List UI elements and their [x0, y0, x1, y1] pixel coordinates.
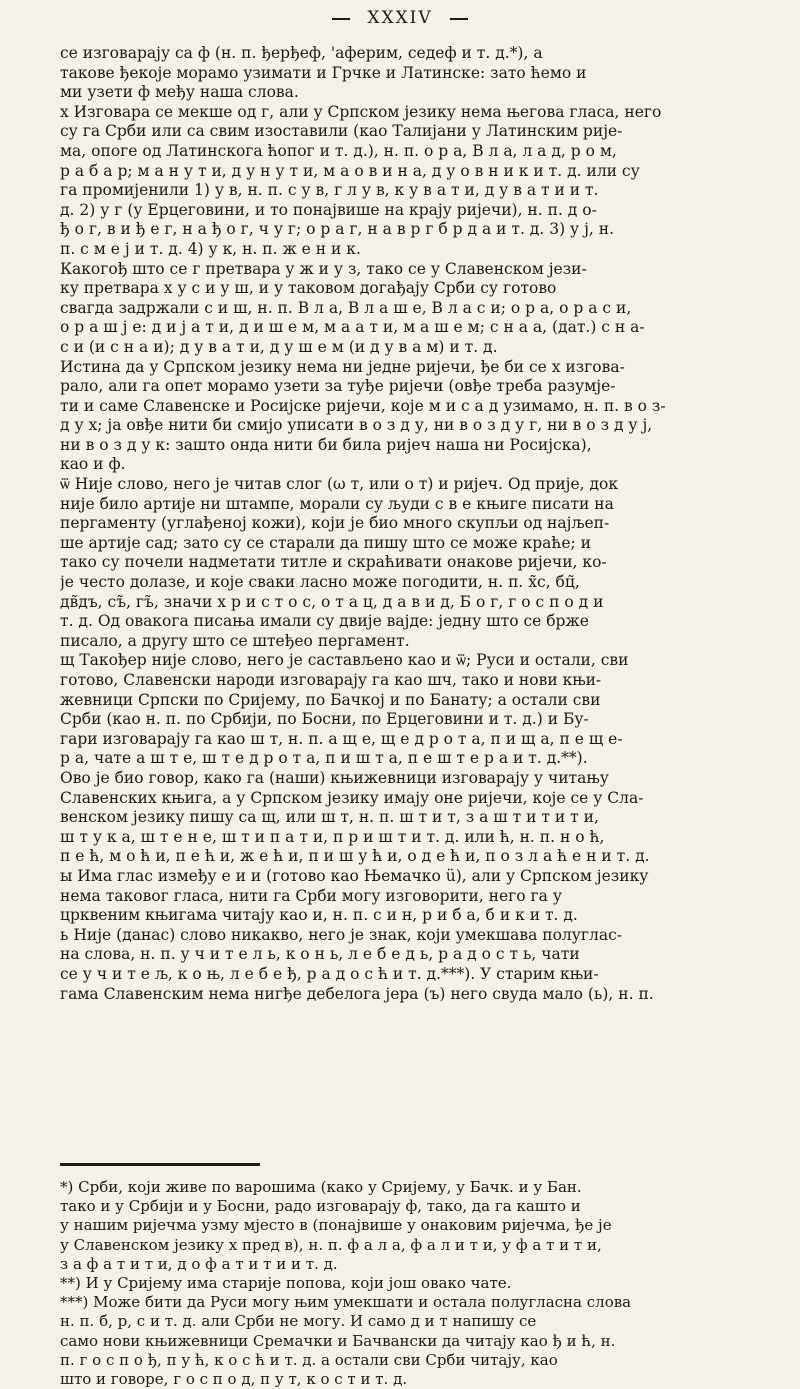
- text-line: о р а ш ј е: д и ј а т и, д и ш е м, м а а т и, м а ш е м; с н а а, (дат.) с н а-: [60, 318, 645, 337]
- text-line: су га Срби или са свим изоставили (као Талијани у Латинским рије-: [60, 122, 623, 141]
- text-line: готово, Славенски народи изговарају га као шч, тако и нови књи-: [60, 671, 602, 689]
- text-line: тако су почели надметати титле и скраћивати онакове ријечи, ко-: [60, 553, 607, 572]
- text-line: Ово је био говор, како га (наши) књижевници изговарају у читању: [60, 768, 609, 787]
- text-line: га промијенили 1) у в, н. п. с у в, г л у в, к у в а т и, д у в а т и и т.: [60, 181, 599, 200]
- text-line: свагда задржали с и ш, н. п. В л а, В л а ш е, В л а с и; о р а, о р а с и,: [60, 298, 632, 317]
- text-line: ни в о з д у к: зашто онда нити би била ријеч наша ни Росијска),: [60, 435, 592, 454]
- text-line: писало, а другу што се штеђео пергамент.: [60, 631, 410, 650]
- footnote-line: **) И у Сријему има старије попова, који још овако чате.: [60, 1273, 512, 1292]
- text-line: щ Такођер није слово, него је састављено као и ѿ; Руси и остали, сви: [60, 651, 629, 670]
- text-line: нема таковог гласа, нити га Срби могу изговорити, него га у: [60, 886, 562, 905]
- text-line: ти и саме Славенске и Росијске ријечи, које м и с а д узимамо, н. п. в о з-: [60, 396, 666, 415]
- text-line: ш т у к а, ш т е н е, ш т и п а т и, п р и ш т и т. д. или ћ, н. п. н о ћ,: [60, 827, 605, 846]
- footnote-line: само нови књижевници Сремачки и Бачвански да читају као ђ и ћ, н.: [60, 1331, 616, 1350]
- page-number: XXXIV: [367, 8, 433, 28]
- text-line: венском језику пишу са щ, или ш т, н. п. ш т и т, з а ш т и т и т и,: [60, 808, 599, 827]
- body-text: [60, 44, 760, 1004]
- header-dash-right: [450, 18, 468, 20]
- text-line: се изговарају са ф (н. п. ђерђеф, 'аферим, седеф и т. д.*), а: [60, 44, 543, 62]
- text-line: као и ф.: [60, 455, 126, 474]
- text-line: ма, опоге од Латинскога ћопог и т. д.), н. п. о р а, В л а, л а д, р о м,: [60, 141, 617, 160]
- footnote-line: што и говоре, г о с п о д, п у т, к о с т и т. д.: [60, 1369, 408, 1388]
- text-line: Какогођ што се г претвара у ж и у з, тако се у Славенском јези-: [60, 259, 587, 278]
- text-line: ми узети ф међу наша слова.: [60, 83, 299, 102]
- text-line: такове ђекоје морамо узимати и Грчке и Латинске: зато ћемо и: [60, 63, 587, 82]
- footnote-line: *) Срби, који живе по варошима (како у Сријему, у Бачк. и у Бан.: [60, 1178, 582, 1196]
- text-line: с и (и с н а и); д у в а т и, д у ш е м (и д у в а м) и т. д.: [60, 337, 498, 356]
- text-line: дв̃дъ, съ̃, гъ̃, значи х р и с т о с, о т а ц, д а в и д, Б о г, г о с п о д и: [60, 592, 604, 611]
- footnote-line: н. п. б, р, с и т. д. али Срби не могу. И само д и т напишу се: [60, 1312, 537, 1331]
- text-line: ше артије сад; зато су се старали да пишу што се може краће; и: [60, 533, 591, 552]
- footnote-line: у Славенском језику х пред в), н. п. ф а л а, ф а л и т и, у ф а т и т и,: [60, 1235, 602, 1254]
- page-header: [0, 8, 800, 28]
- text-line: ѿ Није слово, него је читав слог (ω т, или о т) и ријеч. Од прије, док: [60, 475, 619, 494]
- text-line: гари изговарају га као ш т, н. п. а щ е, щ е д р о т а, п и щ а, п е щ е-: [60, 729, 623, 748]
- text-line: х Изговара се мекше од г, али у Српском језику нема његова гласа, него: [60, 102, 662, 121]
- footnote-line: ***) Може бити да Руси могу њим умекшати и остала полугласна слова: [60, 1293, 632, 1312]
- text-line: д у х; ја овђе нити би смијо уписати в о з д у, ни в о з д у г, ни в о з д у ј,: [60, 416, 653, 435]
- text-line: Срби (као н. п. по Србији, по Босни, по Ерцеговини и т. д.) и Бу-: [60, 710, 589, 729]
- text-line: ђ о г, в и ђ е г, н а ђ о г, ч у г; о р а г, н а в р г б р д а и т. д. 3) у ј, н.: [60, 220, 615, 239]
- text-line: д. 2) у г (у Ерцеговини, и то понајвише на крају ријечи), н. п. д о-: [60, 200, 597, 219]
- header-dash-left: [332, 18, 350, 20]
- footnotes: [60, 1178, 760, 1389]
- text-line: на слова, н. п. у ч и т е л ь, к о н ь, л е б е д ь, р а д о с т ь, чати: [60, 945, 580, 964]
- text-line: жевници Српски по Сријему, по Бачкој и по Банату; а остали сви: [60, 690, 601, 709]
- text-line: ку претвара х у с и у ш, и у таковом догађају Срби су готово: [60, 279, 557, 298]
- text-line: се у ч и т е љ, к о њ, л е б е ђ, р а д о с ћ и т. д.***). У старим књи-: [60, 964, 599, 983]
- footnote-separator: [60, 1163, 260, 1166]
- text-line: црквеним књигама читају као и, н. п. с и н, р и б а, б и к и т. д.: [60, 906, 578, 925]
- text-line: пергаменту (углађеној кожи), који је био много скупљи од најљеп-: [60, 514, 610, 533]
- text-line: рало, али га опет морамо узети за туђе ријечи (овђе треба разумје-: [60, 377, 616, 396]
- text-line: р а б а р; м а н у т и, д у н у т и, м а о в и н а, д у о в н и к и т. д. или су: [60, 161, 640, 180]
- text-line: п е ћ, м о ћ и, п е ћ и, ж е ћ и, п и ш у ћ и, о д е ћ и, п о з л а ћ е н и т. д.: [60, 847, 650, 866]
- text-line: Славенских књига, а у Српском језику имају оне ријечи, које се у Сла-: [60, 788, 644, 807]
- text-line: р а, чате а ш т е, ш т е д р о т а, п и ш т а, п е ш т е р а и т. д.**).: [60, 749, 588, 768]
- text-line: т. д. Од овакога писања имали су двије вајде: једну што се брже: [60, 612, 589, 631]
- text-line: није било артије ни штампе, морали су људи с в е књиге писати на: [60, 494, 614, 513]
- text-line: је често долазе, и које сваки ласно може погодити, н. п. х̃с, бц̃,: [60, 573, 580, 592]
- text-line: гама Славенским нема нигђе дебелога јера (ъ) него свуда мало (ь), н. п.: [60, 984, 654, 1003]
- footnote-line: у нашим ријечма узму мјесто в (понајвише у онаковим ријечма, ђе је: [60, 1216, 612, 1235]
- footnote-line: п. г о с п о ђ, п у ћ, к о с ћ и т. д. а остали сви Срби читају, као: [60, 1350, 558, 1369]
- text-line: п. с м е ј и т. д. 4) у к, н. п. ж е н и к.: [60, 239, 361, 258]
- text-line: Истина да у Српском језику нема ни једне ријечи, ђе би се х изгова-: [60, 357, 625, 376]
- footnote-line: з а ф а т и т и, д о ф а т и т и и т. д.: [60, 1254, 338, 1273]
- text-line: ь Није (данас) слово никакво, него је знак, који умекшава полуглас-: [60, 925, 622, 944]
- footnote-line: тако и у Србији и у Босни, радо изговарају ф, тако, да га кашто и: [60, 1197, 581, 1216]
- text-line: ы Има глас између е и и (готово као Њемачко ü), али у Српском језику: [60, 866, 649, 885]
